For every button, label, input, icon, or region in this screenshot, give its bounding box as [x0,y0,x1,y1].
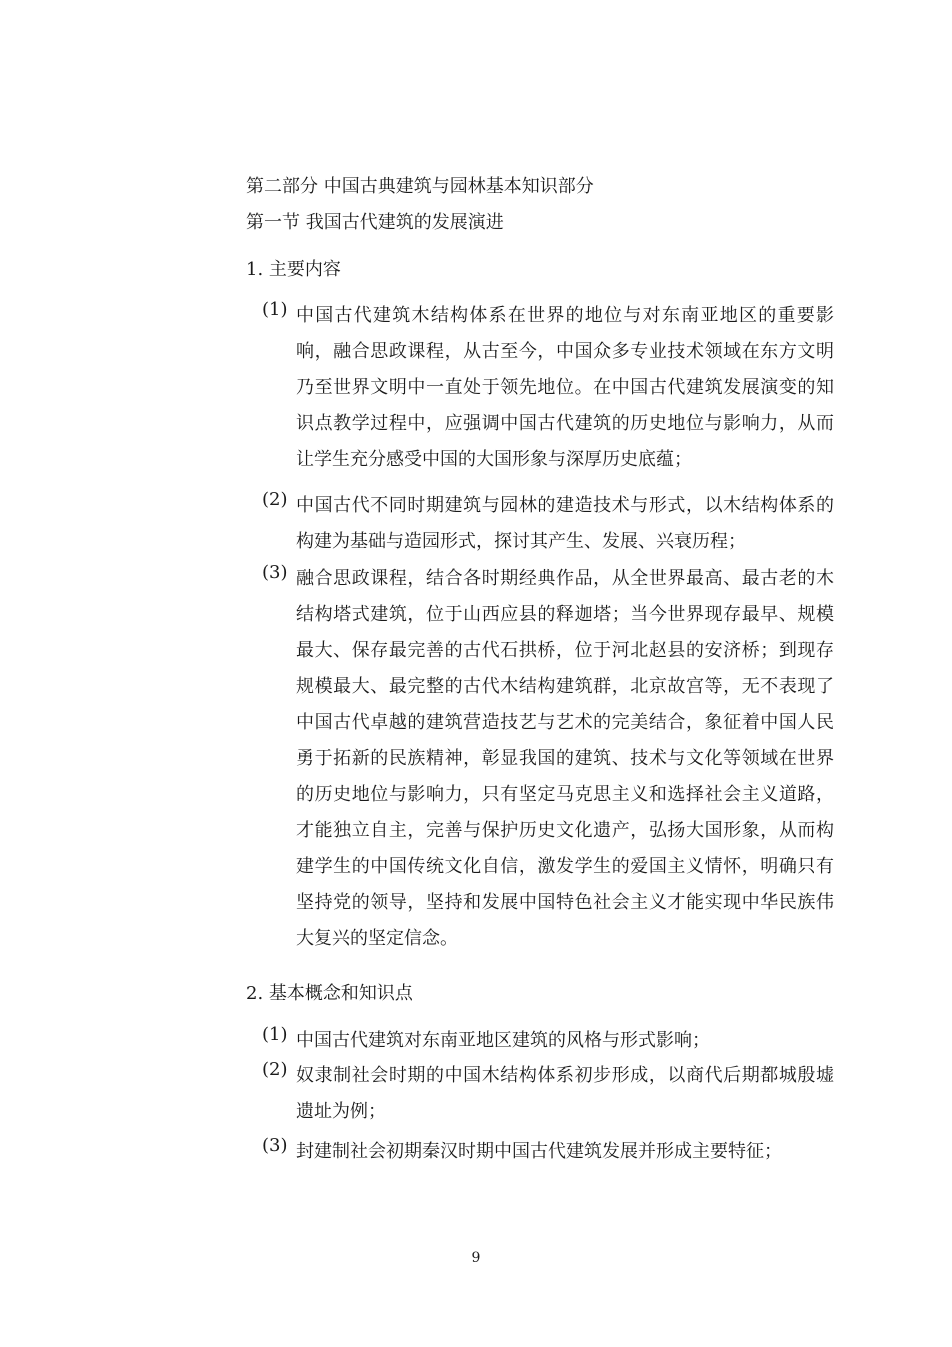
list-item-number: (2) [262,489,288,510]
list-item-text: 中国古代建筑木结构体系在世界的地位与对东南亚地区的重要影响，融合思政课程，从古至今，中国众多专业技术领域在东方文明乃至世界文明中一直处于领先地位。在中国古代建筑发展演变的知识点教学过程中，应强调中国古代建筑的历史地位与影响力，从而让学生充分感受中国的大国形象与深厚历史底蕴； [296,305,834,470]
list-item-number: (3) [262,562,288,583]
page-number: 9 [471,1250,481,1266]
subsection-2-title: 2. 基本概念和知识点 [246,983,413,1004]
list-item-number: (1) [262,1024,288,1045]
list-item-text: 融合思政课程，结合各时期经典作品，从全世界最高、最古老的木结构塔式建筑，位于山西应县的释迦塔；当今世界现存最早、规模最大、保存最完善的古代石拱桥，位于河北赵县的安济桥；到现存规模最大、最完整的古代木结构建筑群，北京故宫等，无不表现了中国古代卓越的建筑营造技艺与艺术的完美结合，象征着中国人民勇于拓新的民族精神，彰显我国的建筑、技术与文化等领域在世界的历史地位与影响力，只有坚定马克思主义和选择社会主义道路，才能独立自主，完善与保护历史文化遗产，弘扬大国形象，从而构建学生的中国传统文化自信，激发学生的爱国主义情怀，明确只有坚持党的领导，坚持和发展中国特色社会主义才能实现中华民族伟大复兴的坚定信念。 [296,568,834,949]
part-title: 第二部分 中国古典建筑与园林基本知识部分 [246,176,594,197]
list-item-text: 奴隶制社会时期的中国木结构体系初步形成，以商代后期都城殷墟遗址为例； [296,1065,834,1122]
list-item-text: 中国古代不同时期建筑与园林的建造技术与形式，以木结构体系的构建为基础与造园形式，探讨其产生、发展、兴衰历程； [296,495,834,552]
section-title: 第一节 我国古代建筑的发展演进 [246,212,504,233]
list-item-number: (1) [262,299,288,320]
list-item-number: (3) [262,1135,288,1156]
list-item-text: 封建制社会初期秦汉时期中国古代建筑发展并形成主要特征； [296,1141,782,1162]
subsection-1-title: 1. 主要内容 [246,259,341,280]
list-item-text: 中国古代建筑对东南亚地区建筑的风格与形式影响； [296,1030,710,1051]
list-item-number: (2) [262,1059,288,1080]
